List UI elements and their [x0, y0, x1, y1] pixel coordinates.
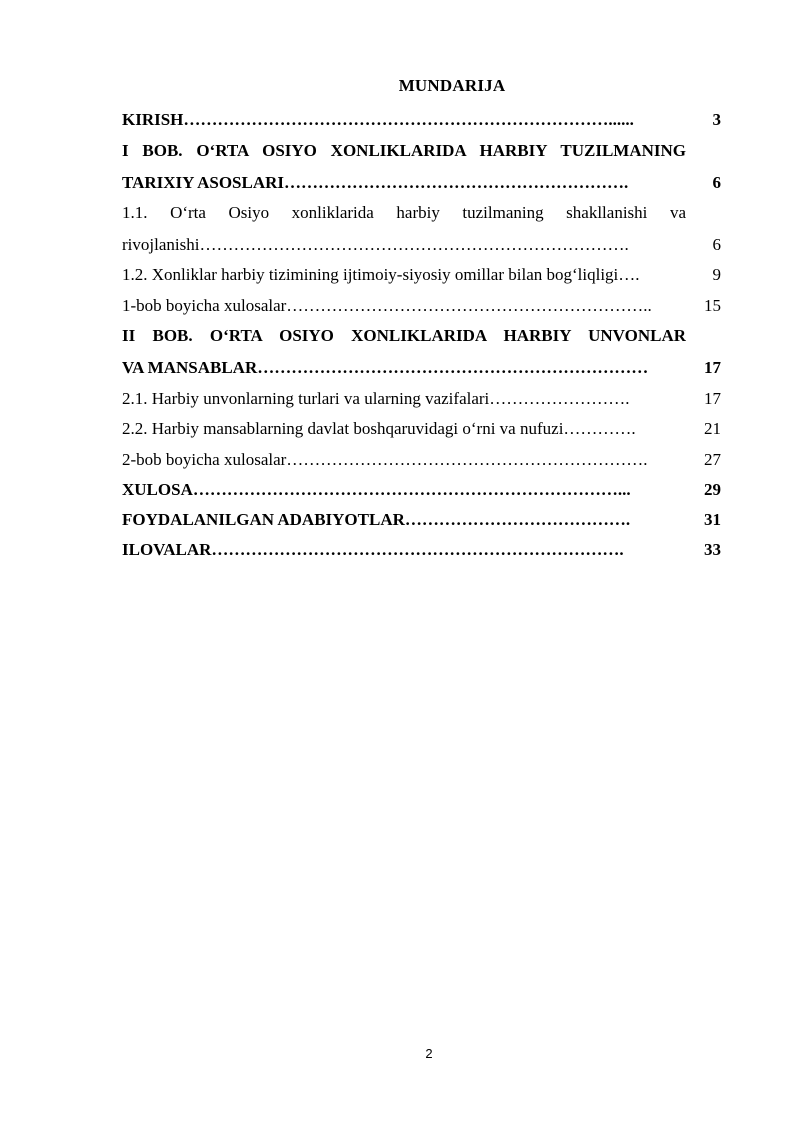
toc-entry-label: FOYDALANILGAN ADABIYOTLAR………………………………….	[122, 510, 631, 529]
toc-entry-label: 1-bob boyicha xulosalar………………………………………………………..	[122, 296, 652, 315]
toc-page-number: 31	[704, 510, 721, 529]
toc-page-number: 27	[704, 450, 721, 469]
toc-entry-label: 2.1. Harbiy unvonlarning turlari va ularning vazifalari…………………….	[122, 389, 630, 408]
toc-entry-label: I BOB. O‘RTA OSIYO XONLIKLARIDA HARBIY TUZILMANING	[122, 141, 686, 160]
toc-entry-label: ILOVALAR……………………………………………………………….	[122, 540, 624, 559]
toc-entry-label: 2-bob boyicha xulosalar……………………………………………………….	[122, 450, 648, 469]
toc-entry-label: XULOSA…………………………………………………………………...	[122, 480, 631, 499]
toc-entry-label: KIRISH…………………………………………………………………......	[122, 110, 634, 129]
toc-page-number: 33	[704, 540, 721, 559]
toc-entry-label-continued: VA MANSABLAR……………………………………………………………	[122, 358, 649, 377]
toc-page-number: 29	[704, 480, 721, 499]
footer-page-number: 2	[425, 1046, 433, 1061]
toc-entry-label: 1.2. Xonliklar harbiy tizimining ijtimoiy-siyosiy omillar bilan bog‘liqligi….	[122, 265, 640, 284]
toc-page-number: 9	[712, 265, 721, 284]
toc-page-number: 17	[704, 358, 721, 377]
toc-page-number: 21	[704, 419, 721, 438]
toc-entry-label: 1.1. O‘rta Osiyo xonliklarida harbiy tuzilmaning shakllanishi va	[122, 203, 686, 222]
toc-page-number: 17	[704, 389, 721, 408]
toc-page-number: 6	[712, 173, 721, 192]
toc-page-number: 15	[704, 296, 721, 315]
toc-entry-label: 2.2. Harbiy mansablarning davlat boshqaruvidagi o‘rni va nufuzi………….	[122, 419, 636, 438]
toc-entry-label: II BOB. O‘RTA OSIYO XONLIKLARIDA HARBIY UNVONLAR	[122, 326, 686, 345]
toc-page-number: 6	[712, 235, 721, 254]
toc-page-number: 3	[712, 110, 721, 129]
page-title: MUNDARIJA	[398, 76, 506, 95]
toc-entry-label-continued: rivojlanishi………………………………………………………………….	[122, 235, 629, 254]
toc-entry-label-continued: TARIXIY ASOSLARI…………………………………………………….	[122, 173, 629, 192]
